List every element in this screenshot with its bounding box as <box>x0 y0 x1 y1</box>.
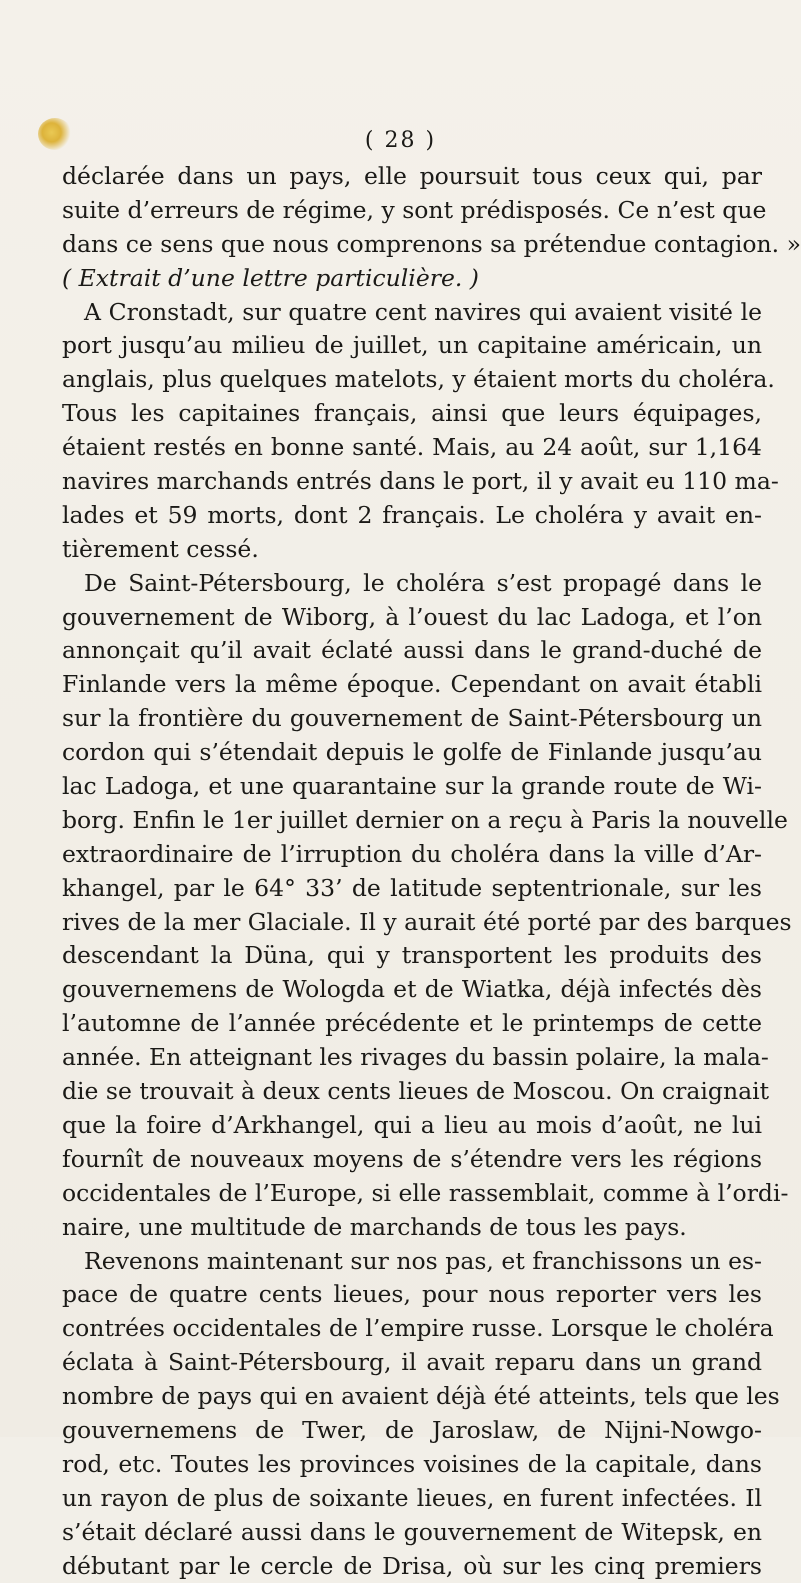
text-line: anglais, plus quelques matelots, y étaient morts du choléra. <box>62 365 775 394</box>
text-line: naire, une multitude de marchands de tous les pays. <box>62 1212 687 1241</box>
text-line: l’automne de l’année précédente et le printemps de cette <box>62 1009 762 1038</box>
text-line: rives de la mer Glaciale. Il y aurait été porté par des barques <box>62 907 792 936</box>
text-line: Finlande vers la même époque. Cependant on avait établi <box>62 670 762 699</box>
text-line: suite d’erreurs de régime, y sont prédisposés. Ce n’est que <box>62 195 767 224</box>
text-line: khangel, par le 64° 33’ de latitude septentrionale, sur les <box>62 873 762 902</box>
text-line: gouvernement de Wiborg, à l’ouest du lac Ladoga, et l’on <box>62 602 762 631</box>
text-line: que la foire d’Arkhangel, qui a lieu au mois d’août, ne lui <box>62 1110 762 1139</box>
text-line: navires marchands entrés dans le port, il y avait eu 110 ma- <box>62 467 779 496</box>
text-line: gouvernemens de Wologda et de Wiatka, déjà infectés dès <box>62 975 762 1004</box>
text-line: extraordinaire de l’irruption du choléra dans la ville d’Ar- <box>62 839 762 868</box>
text-line: pace de quatre cents lieues, pour nous reporter vers les <box>62 1280 762 1309</box>
text-line: A Cronstadt, sur quatre cent navires qui avaient visité le <box>84 297 762 326</box>
text-line: s’était déclaré aussi dans le gouvernement de Witepsk, en <box>62 1517 762 1546</box>
text-line: tièrement cessé. <box>62 534 259 563</box>
text-line: De Saint-Pétersbourg, le choléra s’est propagé dans le <box>84 568 762 597</box>
text-line: occidentales de l’Europe, si elle rassemblait, comme à l’ordi- <box>62 1178 789 1207</box>
text-line: gouvernemens de Twer, de Jaroslaw, de Nijni-Nowgo- <box>62 1415 762 1444</box>
text-line: Revenons maintenant sur nos pas, et franchissons un es- <box>84 1246 762 1275</box>
text-line: déclarée dans un pays, elle poursuit tous ceux qui, par <box>62 162 762 190</box>
text-line: étaient restés en bonne santé. Mais, au 24 août, sur 1,164 <box>62 433 762 462</box>
body-text <box>62 160 801 1583</box>
page-number: ( 28 ) <box>364 128 437 153</box>
text-line: borg. Enfin le 1er juillet dernier on a reçu à Paris la nouvelle <box>62 805 788 834</box>
text-line: contrées occidentales de l’empire russe. Lorsque le choléra <box>62 1314 774 1343</box>
text-line: lades et 59 morts, dont 2 français. Le choléra y avait en- <box>62 500 762 529</box>
text-line: descendant la Düna, qui y transportent les produits des <box>62 941 762 970</box>
text-line: année. En atteignant les rivages du bassin polaire, la mala- <box>62 1043 769 1072</box>
text-line: un rayon de plus de soixante lieues, en furent infectées. Il <box>62 1483 762 1512</box>
text-line: fournît de nouveaux moyens de s’étendre vers les régions <box>62 1144 762 1173</box>
text-line: dans ce sens que nous comprenons sa prétendue contagion. » <box>62 229 801 258</box>
text-line: débutant par le cercle de Drisa, où sur les cinq premiers <box>62 1551 762 1580</box>
text-line: éclata à Saint-Pétersbourg, il avait reparu dans un grand <box>62 1348 762 1377</box>
text-line: annonçait qu’il avait éclaté aussi dans le grand-duché de <box>62 636 762 665</box>
text-line: nombre de pays qui en avaient déjà été atteints, tels que les <box>62 1382 780 1411</box>
text-line: port jusqu’au milieu de juillet, un capitaine américain, un <box>62 331 762 360</box>
text-line: Tous les capitaines français, ainsi que leurs équipages, <box>62 399 762 428</box>
text-line: sur la frontière du gouvernement de Saint-Pétersbourg un <box>62 704 762 733</box>
text-line: die se trouvait à deux cents lieues de Moscou. On craignait <box>62 1077 770 1106</box>
text-line: cordon qui s’étendait depuis le golfe de Finlande jusqu’au <box>62 738 762 767</box>
text-line: rod, etc. Toutes les provinces voisines de la capitale, dans <box>62 1449 762 1478</box>
text-line: lac Ladoga, et une quarantaine sur la grande route de Wi- <box>62 772 762 801</box>
text-line-citation: ( Extrait d’une lettre particulière. ) <box>62 263 479 292</box>
